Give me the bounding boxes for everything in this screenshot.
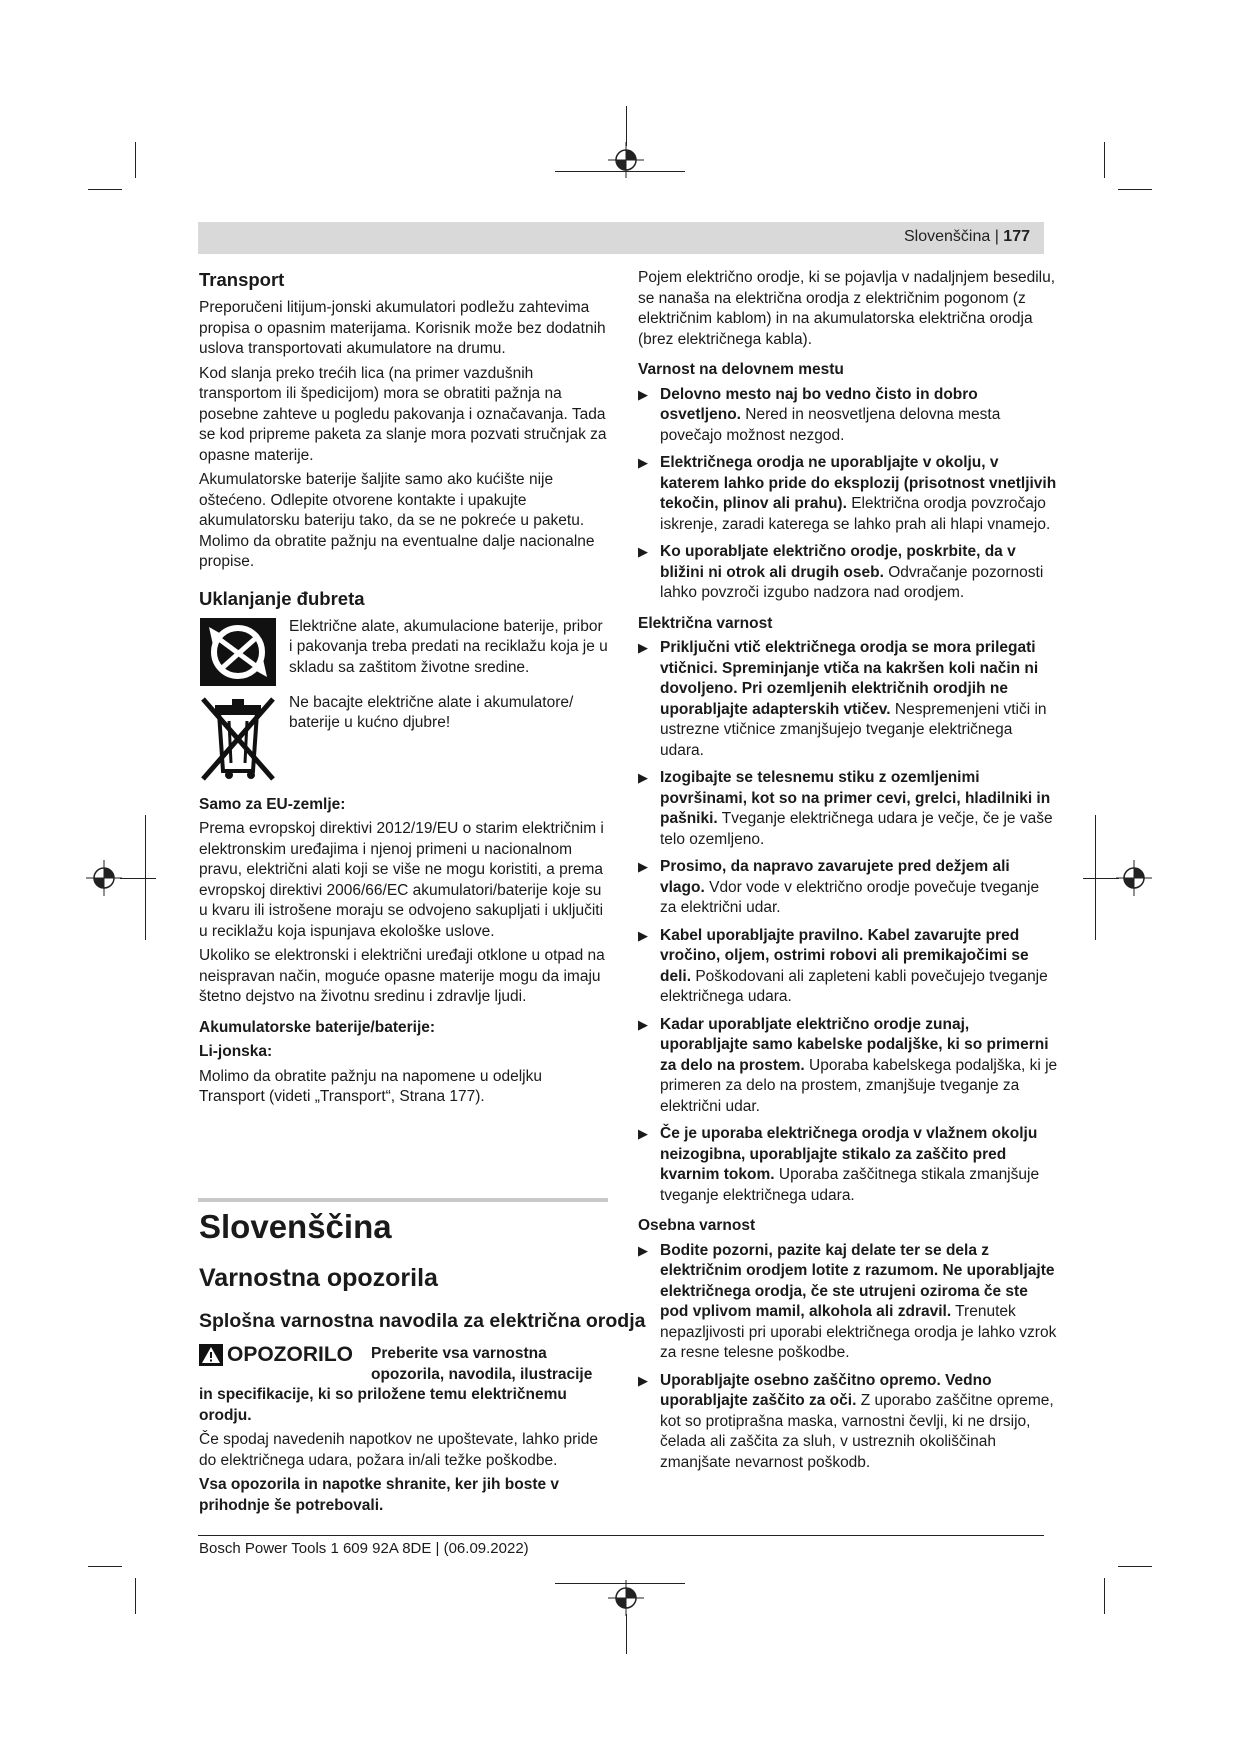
personal-title: Osebna varnost — [638, 1217, 756, 1234]
registration-mark-icon — [86, 860, 122, 896]
registration-mark-icon — [1116, 860, 1152, 896]
right-column — [638, 268, 1058, 1480]
item-text: Odvračanje pozornosti lahko povzroči izgubo nadzora nad orodjem. — [660, 563, 1044, 601]
crop-mark — [1104, 142, 1105, 178]
transport-p1: Preporučeni litijum-jonski akumulatori podležu zahtevima propisa o opasnim materijama. Korisnik može bez dodatnih uslova transportovati akumulatore na drumu. — [199, 299, 606, 357]
recycle-box-icon — [199, 617, 277, 687]
electrical-title: Električna varnost — [638, 614, 773, 632]
crop-mark — [88, 1566, 122, 1567]
header-text: Slovenščina | 177 — [903, 228, 1030, 245]
item-text: Uporaba kabelskega podaljška, ki je primeren za delo na prostem, zmanjšuje tveganje za električni udar. — [660, 1056, 1058, 1115]
li-ion-title: Li-jonska: — [199, 1043, 273, 1060]
item-text: Nered in neosvetljena delovna mesta povečajo možnost nezgod. — [660, 406, 1001, 444]
list-item — [638, 385, 1058, 447]
battery-title: Akumulatorske baterije/baterije: — [199, 1018, 436, 1036]
transport-p2: Kod slanja preko trećih lica (na primer vazdušnih transportom ili špedicijom) mora se obratiti pažnja na posebne zahteve u pogledu pakovanja i označavanja. Tada se kod pripreme paketa za slanje mora pozvati stručnjak za opasne materije. — [199, 364, 607, 464]
warning-block — [199, 1344, 609, 1520]
crop-mark — [1083, 878, 1119, 879]
language-title: Slovenščina — [199, 1208, 392, 1245]
list-item — [638, 768, 1058, 850]
item-bold: Kabel uporabljajte pravilno. Kabel zavarujte pred vročino, oljem, ostrimi robovi ali premikajočimi se deli. — [660, 926, 1029, 985]
crop-mark — [120, 878, 156, 879]
item-text: Poškodovani ali zapleteni kabli povečujejo tveganje električnega udara. — [660, 967, 1048, 1005]
item-text: Električna orodja povzročajo iskrenje, zaradi katerega se lahko prah ali hlapi vnamejo. — [660, 495, 1051, 533]
item-text: Uporaba zaščitnega stikala zmanjšuje tveganje električnega udara. — [660, 1166, 1040, 1204]
footer-text: Bosch Power Tools 1 609 92A 8DE | (06.09.2022) — [199, 1540, 529, 1557]
crop-mark — [1118, 1566, 1152, 1567]
crop-mark — [135, 1578, 136, 1614]
list-item — [638, 926, 1058, 1008]
header-language: Slovenščina — [903, 228, 991, 245]
item-bold: Delovno mesto naj bo vedno čisto in dobro osvetljeno. — [660, 385, 978, 423]
registration-mark-icon — [608, 1580, 644, 1616]
item-bold: Prosimo, da napravo zavarujete pred dežjem ali vlago. — [660, 858, 1010, 896]
eu-p1: Prema evropskoj direktivi 2012/19/EU o starim električnim i elektronskim uređajima i njenoj primeni u nacionalnom pravu, električni alati koji se više ne mogu koristiti, a prema evropskoj direktivi 2006/66/EC akumulatori/baterije koje su u kvaru ili istrošene moraju se odvojeno sakupljati i uključiti u reciklažu koja ispunjava ekološke uslove. — [199, 820, 604, 940]
warning-badge — [199, 1344, 353, 1366]
transport-title: Transport — [199, 269, 285, 290]
item-bold: Ko uporabljate električno orodje, poskrbite, da v bližini ni otrok ali drugih oseb. — [660, 543, 1016, 581]
crop-mark — [88, 189, 122, 190]
item-bold: Električnega orodja ne uporabljajte v okolju, v katerem lahko pride do eksplozij (prisotnost vnetljivih tekočin, plinov ali prahu). — [660, 454, 1057, 512]
item-text: Z uporabo zaščitne opreme, kot so protiprašna maska, varnostni čevlji, ki ne drsijo, čelada ali zaščita za sluh, v ustreznih okoliščinah zmanjšate nevarnost poškodb. — [660, 1392, 1054, 1471]
list-item — [638, 1371, 1058, 1474]
list-item — [638, 453, 1058, 535]
crop-mark — [555, 171, 685, 172]
crop-mark — [135, 142, 136, 178]
intro-text: Pojem električno orodje, ki se pojavlja v nadaljnjem besedilu, se nanaša na električna orodja z električnim pogonom (z električnim kablom) in na akumulatorska električna orodja (brez električnega kabla). — [638, 269, 1056, 348]
crop-mark — [626, 106, 627, 146]
left-column — [199, 268, 609, 1112]
eu-p2: Ukoliko se elektronski i električni uređaji otklone u otpad na neispravan način, moguće opasne materije mogu da imaju štetno dejstvo na životnu sredinu i zdravlje ljudi. — [199, 947, 605, 1005]
warning-label: OPOZORILO — [227, 1342, 353, 1366]
recycling-text: Električne alate, akumulacione baterije, pribor i pakovanja treba predati na reciklažu koja je u skladu sa zaštitom životne sredine. — [289, 617, 608, 676]
crop-mark — [1104, 1578, 1105, 1614]
warning-keep-text: Vsa opozorila in napotke shranite, ker jih boste v prihodnje še potrebovali. — [199, 1476, 560, 1514]
item-bold: Če je uporaba električnega orodja v vlažnem okolju neizogibna, uporabljajte stikalo za zaščito pred kvarnim tokom. — [660, 1125, 1038, 1183]
crop-mark — [555, 1583, 685, 1584]
list-item — [638, 638, 1058, 761]
crop-mark — [1118, 189, 1152, 190]
li-ion-text: Molimo da obratite pažnju na napomene u odeljku Transport (videti „Transport“, Strana 177). — [199, 1067, 542, 1105]
warning-text: Če spodaj navedenih napotkov ne upoštevate, lahko pride do električnega udara, požara in/ali težke poškodbe. — [199, 1431, 598, 1469]
item-text: Vdor vode v električno orodje povečuje tveganje za električni udar. — [660, 878, 1040, 916]
disposal-title: Uklanjanje đubreta — [199, 587, 365, 609]
list-item — [638, 857, 1058, 919]
list-item — [638, 1015, 1058, 1118]
waste-bin-row — [199, 693, 609, 783]
item-bold: Bodite pozorni, pazite kaj delate ter se dela z električnim orodjem lotite z razumom. Ne uporabljajte električnega orodja, če ste utrujeni oziroma če ste pod vplivom mamil, alkohola ali zdravil. — [660, 1241, 1055, 1320]
section-divider — [198, 1198, 608, 1202]
item-text: Tveganje električnega udara je večje, če je vaše telo ozemljeno. — [660, 810, 1053, 848]
warning-triangle-icon — [199, 1344, 223, 1366]
item-bold: Izogibajte se telesnemu stiku z ozemljenimi površinami, kot so na primer cevi, grelci, hladilniki in pašniki. — [660, 769, 1051, 827]
crop-mark — [626, 1614, 627, 1654]
warnings-title: Varnostna opozorila — [199, 1264, 438, 1292]
footer-rule — [198, 1535, 1044, 1536]
item-bold: Kadar uporabljate električno orodje zunaj, uporabljajte samo kabelske podaljške, ki so primerni za delo na prostem. — [660, 1015, 1049, 1074]
list-item — [638, 542, 1058, 604]
eu-title: Samo za EU-zemlje: — [199, 795, 346, 813]
crop-mark — [1095, 815, 1096, 940]
registration-mark-icon — [608, 142, 644, 178]
recycling-row — [199, 617, 609, 687]
item-text: Trenutek nepazljivosti pri uporabi električnega orodja je lahko vzrok za resne telesne poškodbe. — [660, 1303, 1057, 1361]
general-safety-title: Splošna varnostna navodila za električna orodja — [199, 1310, 646, 1332]
list-item — [638, 1241, 1058, 1364]
page-header — [198, 222, 1044, 254]
waste-bin-text: Ne bacajte električne alate i akumulatore/ baterije u kućno djubre! — [289, 693, 574, 731]
item-bold: Uporabljajte osebno zaščitno opremo. Vedno uporabljajte zaščito za oči. — [660, 1371, 992, 1409]
warning-bold-text: Preberite vsa varnostna opozorila, navodila, ilustracije in specifikacije, ki so priložene temu električnemu orodju. — [199, 1345, 593, 1424]
item-text: Nespremenjeni vtiči in ustrezne vtičnice zmanjšujejo tveganje električnega udara. — [660, 700, 1047, 759]
workplace-title: Varnost na delovnem mestu — [638, 361, 844, 378]
crossed-out-bin-icon — [199, 693, 277, 783]
item-bold: Priključni vtič električnega orodja se mora prilegati vtičnici. Spreminjanje vtiča na kakršen koli način ni dovoljeno. Pri ozemljenih električnih orodjih ne uporabljajte adapterskih vtičev. — [660, 639, 1039, 718]
page-number: 177 — [1003, 228, 1030, 245]
list-item — [638, 1124, 1058, 1206]
transport-p3: Akumulatorske baterije šaljite samo ako kućište nije oštećeno. Odlepite otvorene kontakte i upakujte akumulatorsku bateriju tako, da se ne pokreće u paketu. Molimo da obratite pažnju na eventualne dalje nacionalne propise. — [199, 471, 595, 570]
crop-mark — [145, 815, 146, 940]
